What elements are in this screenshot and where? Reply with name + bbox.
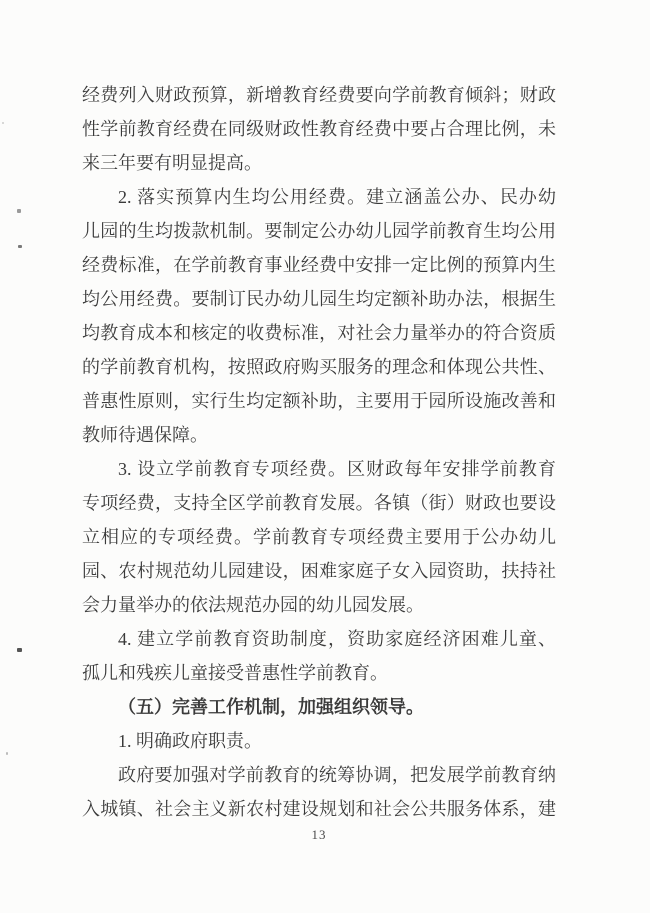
scan-speck bbox=[2, 122, 4, 124]
text-line: 来三年要有明显提高。 bbox=[82, 153, 262, 173]
scan-speck bbox=[6, 752, 8, 755]
text-line: 的学前教育机构，按照政府购买服务的理念和体现公共性、 bbox=[82, 357, 556, 377]
text-line: 1. 明确政府职责。 bbox=[118, 731, 262, 751]
scan-speck bbox=[17, 209, 21, 213]
text-line: 专项经费，支持全区学前教育发展。各镇（街）财政也要设 bbox=[82, 493, 556, 513]
text-line: 经费标准，在学前教育事业经费中安排一定比例的预算内生 bbox=[82, 255, 556, 275]
text-line: 儿园的生均拨款机制。要制定公办幼儿园学前教育生均公用 bbox=[82, 221, 556, 241]
text-line: 孤儿和残疾儿童接受普惠性学前教育。 bbox=[82, 663, 388, 683]
text-line: 普惠性原则，实行生均定额补助，主要用于园所设施改善和 bbox=[82, 391, 556, 411]
scan-speck bbox=[18, 245, 22, 248]
text-line: 园、农村规范幼儿园建设，困难家庭子女入园资助，扶持社 bbox=[82, 561, 556, 581]
heading-line: （五）完善工作机制，加强组织领导。 bbox=[118, 697, 424, 717]
text-line: 教师待遇保障。 bbox=[82, 425, 208, 445]
text-line: 均公用经费。要制订民办幼儿园生均定额补助办法，根据生 bbox=[82, 289, 556, 309]
text-line: 2. 落实预算内生均公用经费。建立涵盖公办、民办幼 bbox=[118, 187, 556, 207]
text-line: 经费列入财政预算，新增教育经费要向学前教育倾斜；财政 bbox=[82, 85, 556, 105]
text-line: 3. 设立学前教育专项经费。区财政每年安排学前教育 bbox=[118, 459, 556, 479]
text-line: 入城镇、社会主义新农村建设规划和社会公共服务体系，建 bbox=[82, 799, 556, 819]
text-line: 会力量举办的依法规范办园的幼儿园发展。 bbox=[82, 595, 424, 615]
text-line: 政府要加强对学前教育的统筹协调，把发展学前教育纳 bbox=[118, 765, 556, 785]
text-line: 均教育成本和核定的收费标准，对社会力量举办的符合资质 bbox=[82, 323, 556, 343]
page-number: 13 bbox=[311, 827, 327, 842]
text-line: 性学前教育经费在同级财政性教育经费中要占合理比例，未 bbox=[82, 119, 556, 139]
document-body bbox=[82, 78, 556, 826]
scan-speck bbox=[17, 648, 22, 652]
text-line: 4. 建立学前教育资助制度，资助家庭经济困难儿童、 bbox=[118, 629, 556, 649]
text-line: 立相应的专项经费。学前教育专项经费主要用于公办幼儿 bbox=[82, 527, 556, 547]
